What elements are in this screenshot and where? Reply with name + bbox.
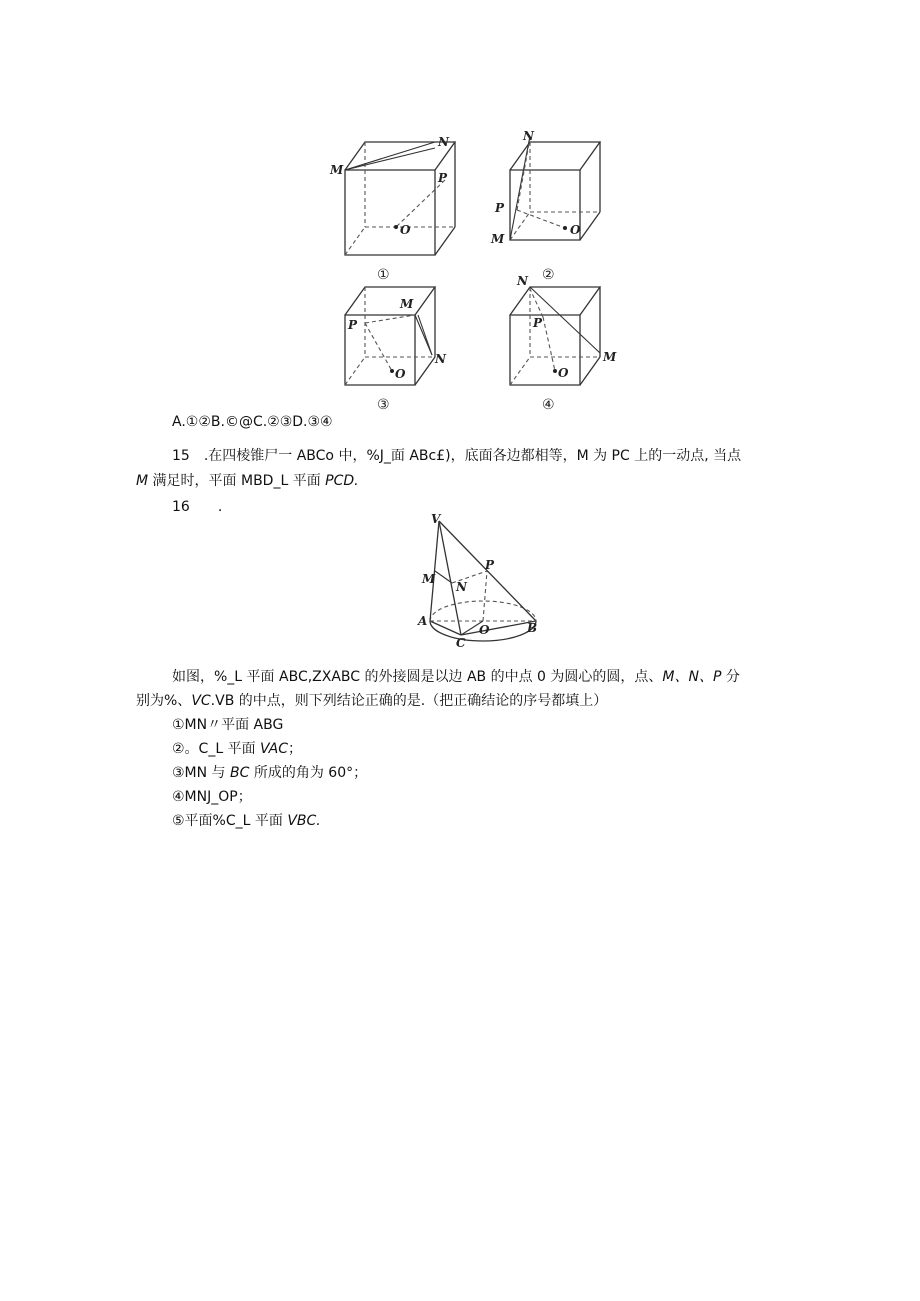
- cube-diagram-4: [485, 275, 625, 395]
- cube3-label-M: M: [400, 297, 414, 311]
- q16-item-5: [172, 810, 321, 830]
- cube-diagram-1: [320, 130, 460, 265]
- q16-item-2-b: VAC: [260, 741, 289, 757]
- q16-item-5-b: VBC.: [287, 813, 321, 829]
- q16-para-line2-a: 别为%、: [136, 693, 192, 709]
- cube4-caption-wrap: [485, 395, 625, 415]
- cube-figure-1: [320, 130, 460, 285]
- cube-diagram-2: [485, 130, 625, 265]
- cube-figure-2: [485, 130, 625, 285]
- cube2-label-N: N: [523, 130, 534, 143]
- cube3-caption: ③: [377, 397, 390, 413]
- q16-item-4-a: ④MNJ_OP；: [172, 789, 252, 805]
- q16-para-line2-c: .VB 的中点，则下列结论正确的是.（把正确结论的序号都填上）: [210, 693, 608, 709]
- cube2-label-O: O: [570, 223, 581, 237]
- q15-line2: [136, 470, 359, 490]
- q16-item-1-a: ①MN〃平面 ABG: [172, 717, 284, 733]
- cube1-label-O: O: [400, 223, 411, 237]
- q16-item-1: [172, 714, 283, 734]
- cone-label-B: B: [527, 621, 538, 635]
- cone-label-N: N: [456, 580, 467, 594]
- q16-para-line1-a: 如图，%_L 平面 ABC,ZXABC 的外接圆是以边 AB 的中点 0 为圆心的圆，点、: [172, 669, 663, 685]
- q15-line1: 15 .在四棱锥尸一 ABCo 中，%J_面 ABc£)，底面各边都相等，M 为 PC 上的一动点, 当点: [172, 448, 742, 464]
- q16-item-2-a: ②。C_L 平面: [172, 741, 261, 757]
- q15-line2-mid: 满足时，平面 MBD_L 平面: [148, 473, 326, 489]
- q16-item-3-c: 所成的角为 60°；: [249, 765, 368, 781]
- q16-item-4: [172, 786, 252, 806]
- cone-label-C: C: [456, 636, 466, 648]
- cube-figure-3: [320, 275, 460, 415]
- cube-diagram-3: [320, 275, 460, 395]
- q16-para-line2-b: VC: [191, 693, 211, 709]
- cube2-caption: ②: [542, 267, 555, 283]
- q16-item-3-b: BC: [230, 765, 250, 781]
- cube1-caption: ①: [377, 267, 390, 283]
- cube2-label-M: M: [491, 232, 505, 246]
- q16-item-2: [172, 738, 302, 758]
- cube-figure-4: [485, 275, 625, 415]
- cone-label-P: P: [485, 558, 495, 572]
- q16-number: 16 .: [172, 499, 223, 515]
- q16-para-line2: [136, 690, 607, 710]
- cube3-label-N: N: [435, 352, 446, 366]
- q15-line2-end: PCD.: [325, 473, 359, 489]
- cube3-label-O: O: [395, 367, 406, 381]
- cube1-label-P: P: [438, 171, 448, 185]
- cone-label-A: A: [418, 614, 428, 628]
- q16-item-5-a: ⑤平面%C_L 平面: [172, 813, 288, 829]
- cone-label-M: M: [422, 572, 436, 586]
- cone-label-V: V: [431, 513, 441, 526]
- cone-figure: [415, 513, 545, 648]
- cube2-label-P: P: [495, 201, 505, 215]
- q16-para-line1: [172, 666, 740, 686]
- q15-line2-var: M: [136, 473, 149, 489]
- cube4-label-M: M: [603, 350, 617, 364]
- q16-item-3: [172, 762, 367, 782]
- q16-item-2-c: ；: [288, 741, 303, 757]
- q16-para-line1-b: M、N、P: [662, 669, 722, 685]
- cube1-label-M: M: [330, 163, 344, 177]
- cube4-label-O: O: [558, 366, 569, 380]
- q16-para-line1-c: 分: [721, 669, 740, 685]
- cone-diagram: [415, 513, 545, 648]
- q14-options: A.①②B.©@C.②③D.③④: [172, 414, 333, 430]
- cube4-label-P: P: [533, 316, 543, 330]
- q16-item-3-a: ③MN 与: [172, 765, 231, 781]
- cube4-caption: ④: [542, 397, 555, 413]
- cube1-label-N: N: [438, 135, 449, 149]
- cube3-caption-wrap: [320, 395, 460, 415]
- cone-label-O: O: [479, 623, 490, 637]
- cube3-label-P: P: [348, 318, 358, 332]
- cube4-label-N: N: [517, 275, 528, 288]
